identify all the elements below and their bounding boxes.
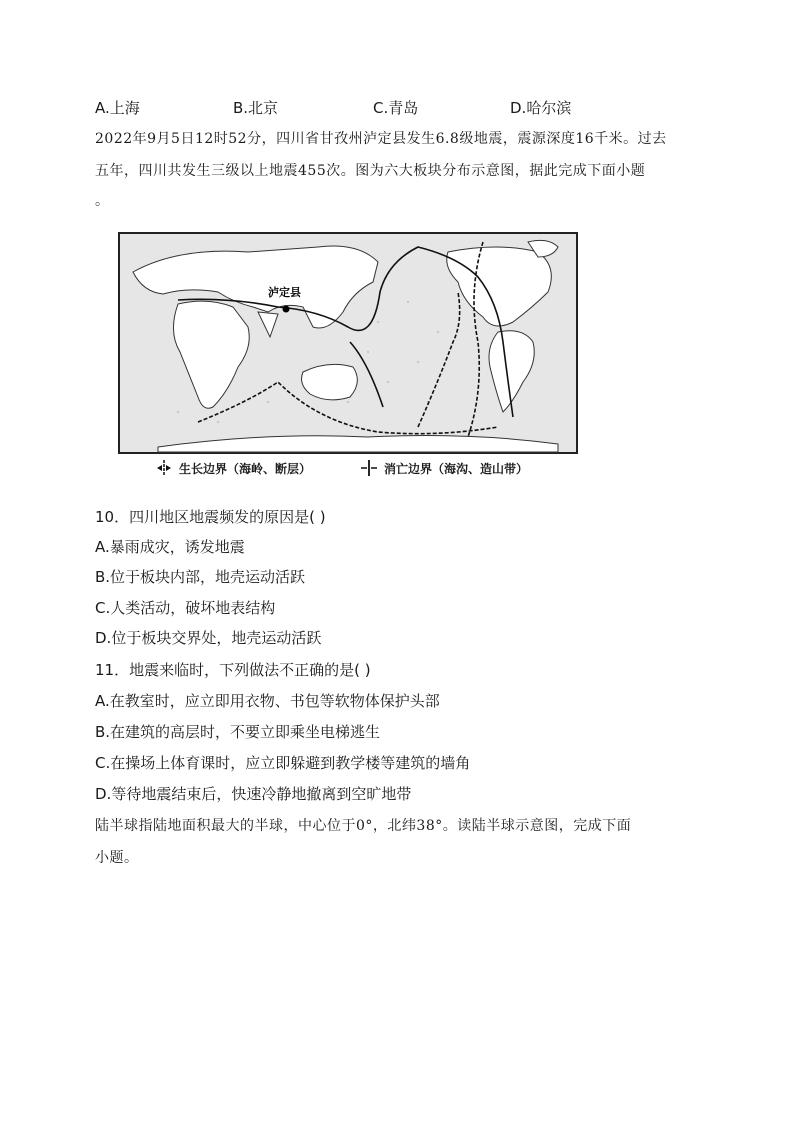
q11-option-d: D.等待地震结束后，快速冷静地撤离到空旷地带	[95, 785, 412, 803]
q11-stem: 11．地震来临时，下列做法不正确的是( )	[95, 661, 371, 679]
luding-location-dot	[283, 306, 290, 313]
q10-option-a: A.暴雨成灾，诱发地震	[95, 538, 245, 556]
plate-map	[118, 232, 578, 454]
intro-line-1: 2022年9月5日12时52分，四川省甘孜州泸定县发生6.8级地震，震源深度16千米。过去	[95, 131, 667, 147]
q11-option-c: C.在操场上体育课时，应立即躲避到教学楼等建筑的墙角	[95, 754, 471, 772]
next-intro-line-2: 小题。	[95, 850, 139, 866]
q10-option-d: D.位于板块交界处，地壳运动活跃	[95, 629, 322, 647]
q11-option-b: B.在建筑的高层时，不要立即乘坐电梯逃生	[95, 723, 381, 741]
growth-boundary-icon	[155, 459, 173, 477]
option-d: D.哈尔滨	[510, 99, 572, 117]
q10-option-b: B.位于板块内部，地壳运动活跃	[95, 568, 306, 586]
legend-growth	[155, 459, 311, 477]
legend-growth-label: 生长边界（海岭、断层）	[179, 461, 312, 476]
q10-option-c: C.人类活动，破坏地表结构	[95, 599, 276, 617]
q10-stem: 10．四川地区地震频发的原因是( )	[95, 508, 326, 526]
option-c: C.青岛	[373, 99, 419, 117]
subduction-boundary-icon	[360, 459, 378, 477]
legend-subduction	[360, 459, 528, 477]
intro-line-2: 五年，四川共发生三级以上地震455次。图为六大板块分布示意图，据此完成下面小题	[95, 163, 646, 179]
map-legend	[155, 459, 585, 479]
luding-label: 泸定县	[268, 286, 301, 299]
option-b: B.北京	[233, 99, 279, 117]
intro-line-3: 。	[95, 193, 110, 209]
legend-subduction-label: 消亡边界（海沟、造山带）	[384, 461, 529, 476]
q11-option-a: A.在教室时，应立即用衣物、书包等软物体保护头部	[95, 692, 440, 710]
next-intro-line-1: 陆半球指陆地面积最大的半球，中心位于0°，北纬38°。读陆半球示意图，完成下面	[95, 818, 632, 834]
option-a: A.上海	[95, 99, 140, 117]
